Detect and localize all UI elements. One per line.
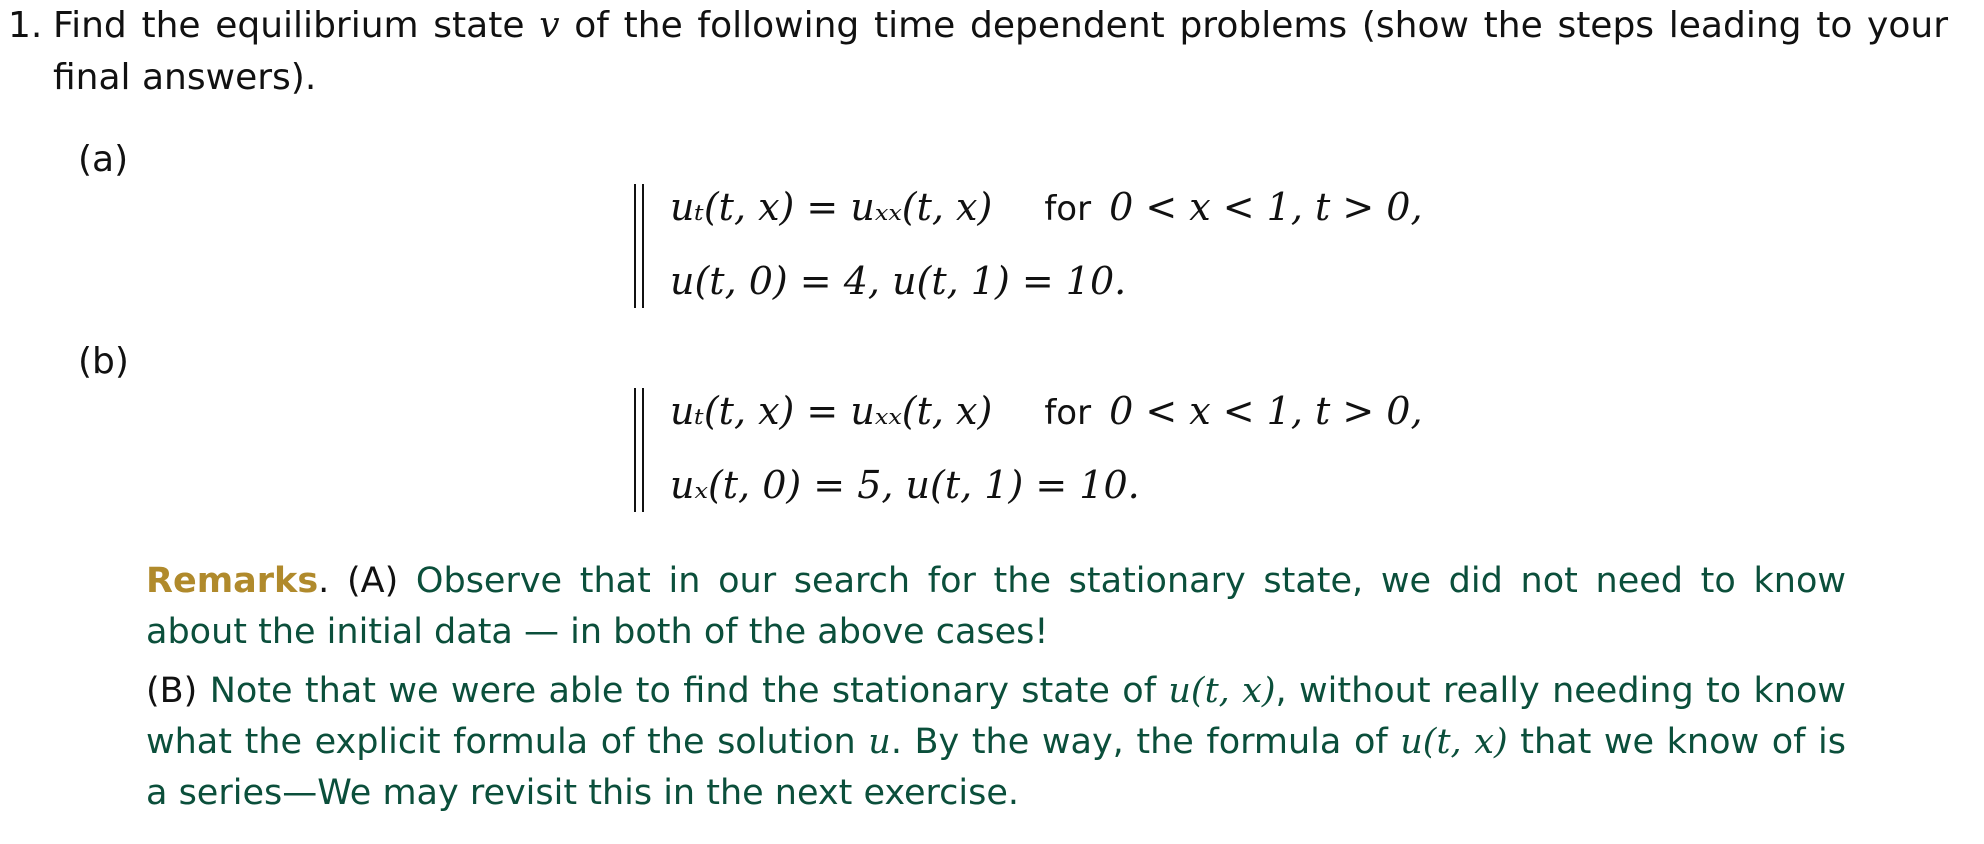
part-b-label: (b): [78, 341, 129, 382]
remark-b-text-1: Note that we were able to find the stationary state of: [209, 671, 1169, 711]
remarks-title-punct: .: [318, 561, 330, 601]
problem-text-start: Find the equilibrium state: [53, 5, 540, 46]
part-a-bracket: [634, 184, 646, 308]
part-a-domain: 0 < x < 1, t > 0,: [1109, 185, 1423, 229]
part-b-bc-line: [670, 462, 1140, 508]
problem-text: [53, 0, 1948, 104]
part-b-boundary-conditions: uₓ(t, 0) = 5, u(t, 1) = 10.: [670, 463, 1140, 507]
problem-number: 1.: [8, 5, 43, 46]
remark-b-text-2: , without really needing to know what the explicit formula of the solution: [146, 671, 1847, 762]
part-a-pde: uₜ(t, x) = uₓₓ(t, x): [670, 185, 993, 229]
part-b-pde-line: [670, 388, 1423, 436]
remark-b: [146, 666, 1846, 819]
remark-b-text-3: . By the way, the formula of: [890, 722, 1401, 762]
problem-text-end: of the following time dependent problems (show the steps leading to your final answers).: [53, 5, 1948, 98]
part-a-label: (a): [78, 139, 129, 180]
equilibrium-variable: v: [539, 5, 560, 46]
part-a-equations: [634, 184, 1514, 308]
part-b-domain: 0 < x < 1, t > 0,: [1109, 389, 1423, 433]
remark-b-math-2: u: [868, 722, 891, 762]
part-a-boundary-conditions: u(t, 0) = 4, u(t, 1) = 10.: [670, 259, 1127, 303]
part-b-equations: [634, 388, 1514, 512]
remark-a-label: (A): [329, 561, 416, 601]
remark-b-label: (B): [146, 671, 210, 711]
part-b-bracket: [634, 388, 646, 512]
part-a-pde-line: [670, 184, 1423, 232]
part-a-for-word: for: [1044, 189, 1092, 229]
remark-b-math-3: u(t, x): [1400, 722, 1508, 762]
remark-b-math-1: u(t, x): [1168, 671, 1276, 711]
part-b-for-word: for: [1044, 393, 1092, 433]
remark-a: [146, 556, 1846, 658]
remark-a-text: Observe that in our search for the stationary state, we did not need to know about the initial data — in both of the above cases!: [146, 561, 1846, 652]
remark-b-text-4: that we know of is a series—We may revisit this in the next exercise.: [146, 722, 1847, 813]
part-a-bc-line: [670, 258, 1126, 304]
part-b-pde: uₜ(t, x) = uₓₓ(t, x): [670, 389, 993, 433]
remarks-title: Remarks: [146, 561, 319, 601]
